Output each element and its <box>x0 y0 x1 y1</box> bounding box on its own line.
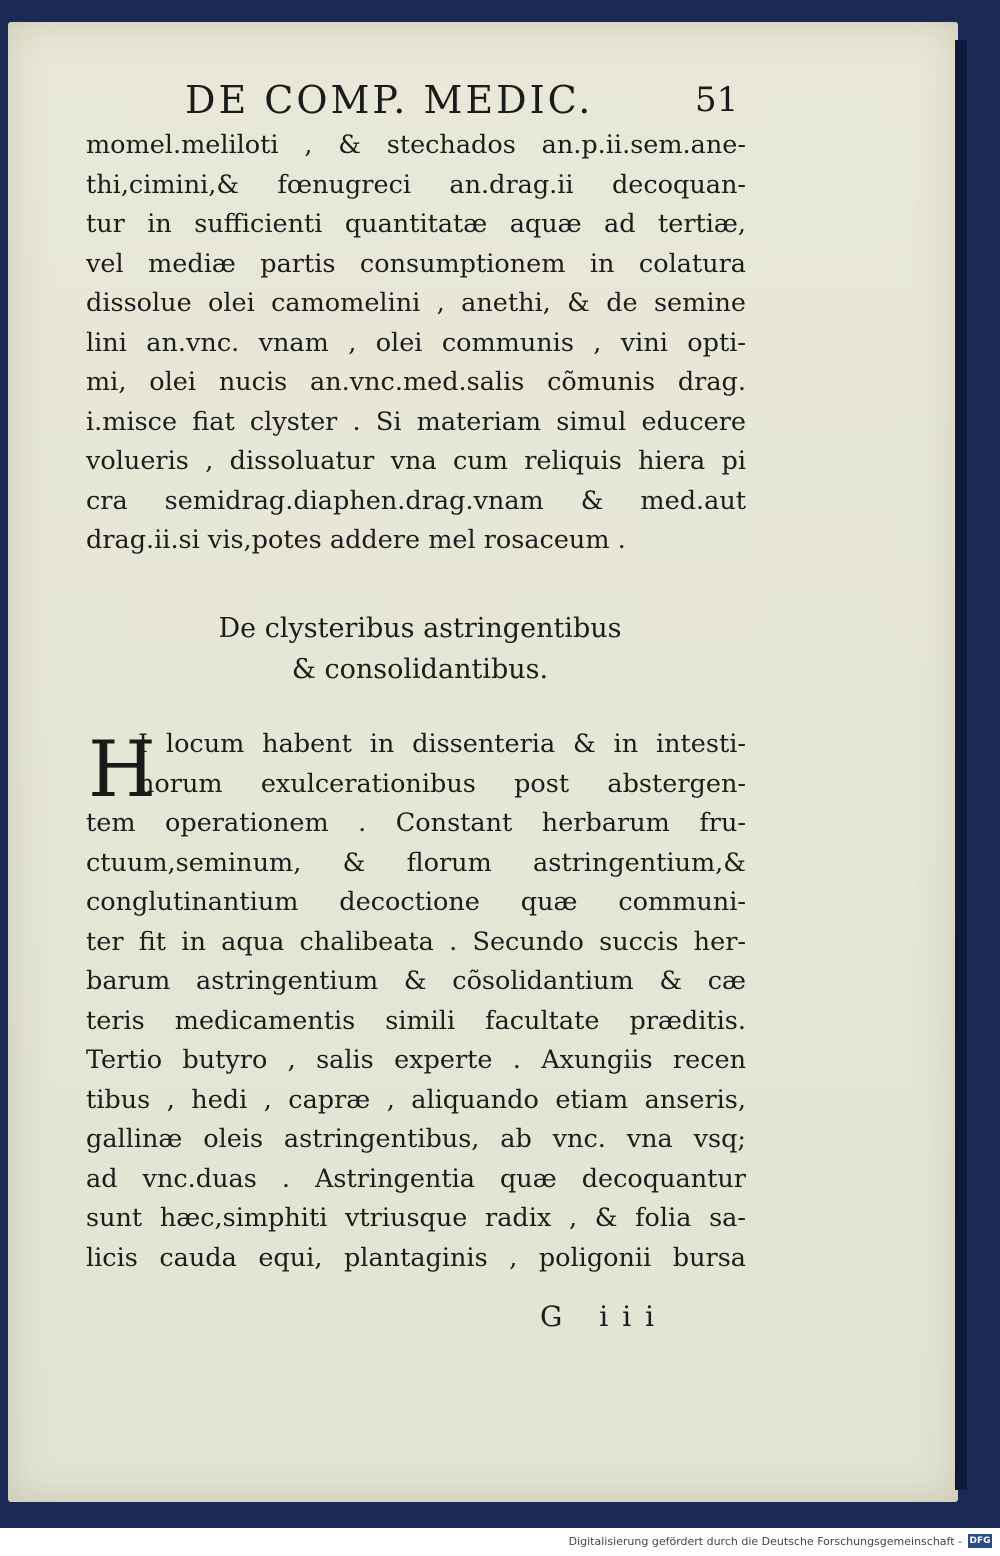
section-heading-line-1: De clysteribus astringentibus <box>218 613 622 644</box>
paragraph-main <box>86 725 746 1278</box>
footer-bar <box>0 1528 1000 1556</box>
drop-cap: H <box>88 725 157 815</box>
text-line: gallinæ oleis astringentibus, ab vnc. vna vsq; <box>86 1124 746 1154</box>
text-line: drag.ii.si vis,potes addere mel rosaceum . <box>86 525 626 555</box>
text-line: sunt hæc,simphiti vtriusque radix , & folia sa- <box>86 1203 746 1233</box>
paragraph-continuation <box>86 126 746 561</box>
text-line: barum astringentium & cõsolidantium & cæ <box>86 966 746 996</box>
page-header <box>185 78 745 128</box>
text-line: tur in sufficienti quantitatæ aquæ ad tertiæ, <box>86 209 746 239</box>
page-number: 51 <box>695 80 739 120</box>
text-line: lini an.vnc. vnam , olei communis , vini opti- <box>86 327 746 358</box>
text-line: conglutinantium decoctione quæ communi- <box>86 887 746 917</box>
text-line: ad vnc.duas . Astringentia quæ decoquantur <box>86 1163 746 1194</box>
text-line: tibus , hedi , capræ , aliquando etiam anseris, <box>86 1084 746 1115</box>
text-line: I locum habent in dissenteria & in intesti- <box>138 729 746 759</box>
text-line: dissolue olei camomelini , anethi, & de semine <box>86 288 746 318</box>
text-line: teris medicamentis simili facultate præditis. <box>86 1005 746 1036</box>
text-line: norum exulcerationibus post abstergen- <box>138 768 746 799</box>
text-line: cra semidrag.diaphen.drag.vnam & med.aut <box>86 485 746 516</box>
text-line: ter fit in aqua chalibeata . Secundo succis her- <box>86 926 746 957</box>
text-line: i.misce fiat clyster . Si materiam simul educere <box>86 406 746 437</box>
text-line: tem operationem . Constant herbarum fru- <box>86 808 746 838</box>
text-line: momel.meliloti , & stechados an.p.ii.sem.ane- <box>86 130 746 160</box>
signature-mark: G iii <box>540 1300 669 1333</box>
section-heading-line-2: & consolidantibus. <box>291 654 549 685</box>
text-line: mi, olei nucis an.vnc.med.salis cõmunis drag. <box>86 367 746 397</box>
text-line: vel mediæ partis consumptionem in colatura <box>86 248 746 279</box>
text-line: licis cauda equi, plantaginis , poligonii bursa <box>86 1242 746 1273</box>
text-line: ctuum,seminum, & florum astringentium,& <box>86 847 746 878</box>
text-line: thi,cimini,& fœnugreci an.drag.ii decoquan- <box>86 169 746 200</box>
section-heading <box>150 608 690 690</box>
footer-credit: Digitalisierung gefördert durch die Deutsche Forschungsgemeinschaft - <box>568 1535 962 1548</box>
text-line: volueris , dissoluatur vna cum reliquis hiera pi <box>86 446 746 476</box>
page-edge <box>955 40 967 1490</box>
dfg-logo-icon: DFG <box>969 1536 991 1546</box>
running-head: DE COMP. MEDIC. <box>185 78 594 122</box>
text-line: Tertio butyro , salis experte . Axungiis recen <box>86 1045 746 1075</box>
